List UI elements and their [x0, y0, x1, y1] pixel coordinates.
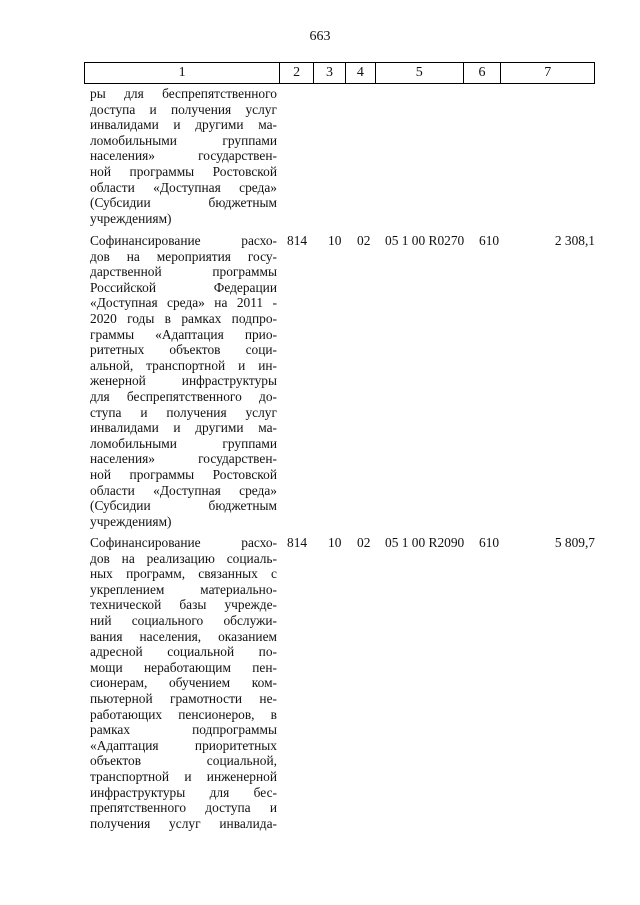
description-line: ной программы Ростовской: [90, 466, 277, 482]
description-line: пьютерной грамотности не-: [90, 690, 277, 706]
description-line: ний социального обслужи-: [90, 612, 277, 628]
description-line: транспортной и инженерной: [90, 768, 277, 784]
description-line: инфраструктуры для бес-: [90, 784, 277, 800]
description-line: дарственной программы: [90, 264, 277, 280]
description-line: препятственного доступа и: [90, 800, 277, 816]
description-line: Российской Федерации: [90, 279, 277, 295]
description-line: рамках подпрограммы: [90, 722, 277, 738]
cell-col7: 2 308,1: [554, 233, 595, 248]
description-line: инвалидами и другими ма-: [90, 420, 277, 436]
cell-col3: 10: [328, 535, 342, 550]
column-header-7: 7: [544, 65, 552, 80]
description-line: Софинансирование расхо-: [90, 233, 277, 248]
description-line: ных программ, связанных с: [90, 566, 277, 582]
description-line: ритетных объектов соци-: [90, 342, 277, 358]
description-line: дов на реализацию социаль-: [90, 550, 277, 566]
description-line: «Доступная среда» на 2011 -: [90, 295, 277, 311]
description-line: (Субсидии бюджетным: [90, 195, 277, 211]
description-line: 2020 годы в рамках подпро-: [90, 310, 277, 326]
description-line: области «Доступная среда»: [90, 179, 277, 195]
description-line: для беспрепятственного до-: [90, 388, 277, 404]
column-header-5: 5: [376, 63, 464, 83]
column-header-1: 1: [85, 63, 280, 83]
row-description: [90, 535, 277, 831]
column-header-4: 4: [346, 63, 376, 83]
description-line: населения» государствен-: [90, 148, 277, 164]
description-line: альной, транспортной и ин-: [90, 357, 277, 373]
description-line: женерной инфраструктуры: [90, 373, 277, 389]
description-line: (Субсидии бюджетным: [90, 498, 277, 514]
description-line: инвалидами и другими ма-: [90, 117, 277, 133]
description-line: ступа и получения услуг: [90, 404, 277, 420]
column-header-2: 2: [280, 63, 314, 83]
description-line: дов на мероприятия госу-: [90, 248, 277, 264]
description-line: мощи неработающим пен-: [90, 659, 277, 675]
cell-col4: 02: [357, 535, 371, 550]
cell-col4: 02: [357, 233, 371, 248]
cell-col2: 814: [287, 233, 308, 248]
row-description: [90, 233, 277, 529]
description-line: учреждениям): [90, 210, 172, 226]
description-line: «Адаптация приоритетных: [90, 737, 277, 753]
table-header: [84, 62, 595, 84]
cell-col2: 814: [287, 535, 308, 550]
description-line: населения» государствен-: [90, 451, 277, 467]
cell-col5: 05 1 00 R2090: [385, 535, 465, 550]
column-header-6: 6: [464, 63, 502, 83]
description-line: вания населения, оказанием: [90, 628, 277, 644]
description-line: области «Доступная среда»: [90, 482, 277, 498]
description-line: ломобильными группами: [90, 132, 277, 148]
description-line: сионерам, обучением ком-: [90, 675, 277, 691]
description-line: Софинансирование расхо-: [90, 535, 277, 550]
description-line: учреждениям): [90, 513, 172, 529]
row-description: [90, 86, 277, 226]
description-line: получения услуг инвалида-: [90, 815, 277, 831]
column-header-3: 3: [314, 63, 346, 83]
description-line: ломобильными группами: [90, 435, 277, 451]
description-line: ры для беспрепятственного: [90, 86, 277, 101]
cell-col5: 05 1 00 R0270: [385, 233, 465, 248]
cell-col3: 10: [328, 233, 342, 248]
page-number: 663: [309, 29, 331, 44]
cell-col6: 610: [479, 233, 500, 248]
description-line: доступа и получения услуг: [90, 101, 277, 117]
description-line: технической базы учрежде-: [90, 597, 277, 613]
description-line: адресной социальной по-: [90, 644, 277, 660]
description-line: укреплением материально-: [90, 581, 277, 597]
description-line: работающих пенсионеров, в: [90, 706, 277, 722]
cell-col7: 5 809,7: [554, 535, 595, 550]
cell-col6: 610: [479, 535, 500, 550]
description-line: граммы «Адаптация прио-: [90, 326, 277, 342]
description-line: объектов социальной,: [90, 753, 277, 769]
description-line: ной программы Ростовской: [90, 163, 277, 179]
